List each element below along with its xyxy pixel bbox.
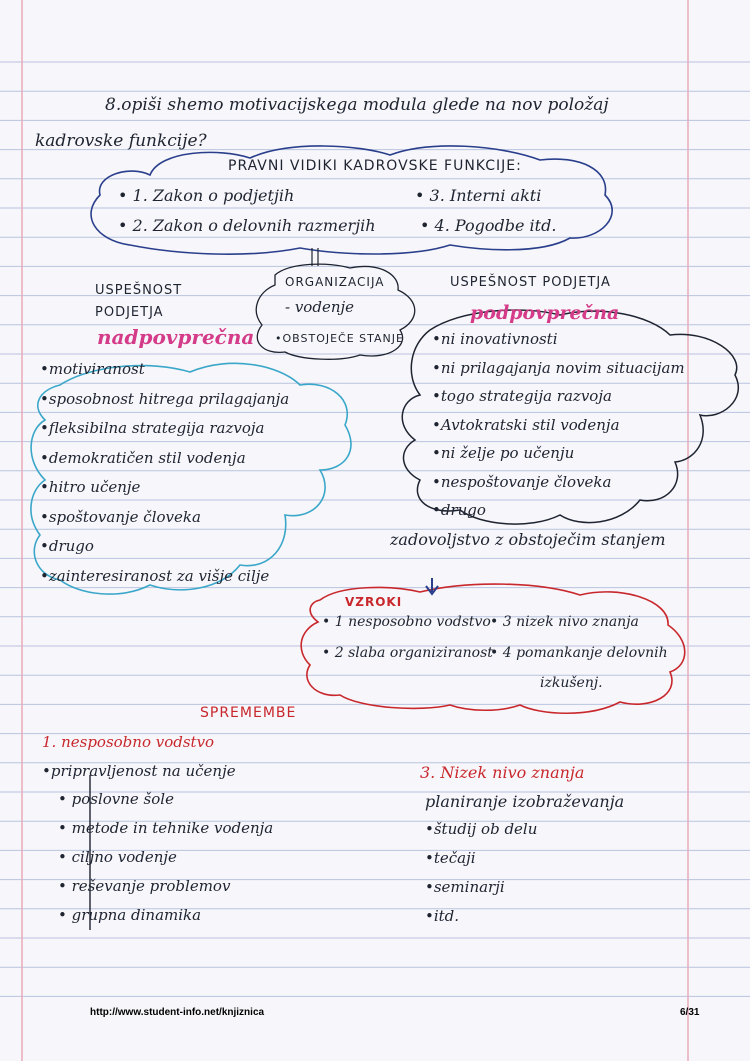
spremembe-right-sub: planiranje izobraževanja xyxy=(425,792,625,811)
spremembe-right-item: •seminarji xyxy=(425,878,505,896)
right-list-item: •Avtokratski stil vodenja xyxy=(432,415,620,434)
left-list-item: •sposobnost hitrega prilagajanja xyxy=(40,389,290,408)
organizacija-line-1: - vodenje xyxy=(285,298,355,316)
left-list-item: •motiviranost xyxy=(40,360,145,378)
left-head-2: PODJETJA xyxy=(95,305,164,320)
vzroki-item-2: • 2 slaba organiziranost xyxy=(322,645,493,661)
organizacija-title: ORGANIZACIJA xyxy=(285,275,385,289)
right-list-item: •ni inovativnosti xyxy=(432,330,558,348)
spremembe-title: SPREMEMBE xyxy=(200,705,297,721)
question-line-2: kadrovske funkcije? xyxy=(35,131,207,151)
spremembe-left-item: • ciljno vodenje xyxy=(58,848,177,866)
pravni-item-1: • 1. Zakon o podjetjih xyxy=(118,186,295,205)
right-list-item: •drugo xyxy=(432,501,486,519)
spremembe-left-item: • reševanje problemov xyxy=(58,877,231,895)
pravni-item-2: • 2. Zakon o delovnih razmerjih xyxy=(118,216,376,235)
left-head-1: USPEŠNOST xyxy=(95,283,183,298)
spremembe-left-item: • poslovne šole xyxy=(58,790,174,808)
vzroki-item-4b: izkušenj. xyxy=(540,675,603,691)
left-list-item: •drugo xyxy=(40,537,94,555)
organizacija-line-2: •OBSTOJEČE STANJE xyxy=(275,332,404,345)
vzroki-title: VZROKI xyxy=(345,595,403,609)
pravni-item-3: • 3. Interni akti xyxy=(415,186,542,205)
right-head-1: USPEŠNOST PODJETJA xyxy=(450,275,611,290)
spremembe-right-item: •študij ob delu xyxy=(425,820,538,838)
right-head-2: podpovprečna xyxy=(470,302,620,324)
right-list-item: •ni želje po učenju xyxy=(432,444,575,462)
down-arrow xyxy=(426,578,438,594)
spremembe-right-head: 3. Nizek nivo znanja xyxy=(420,763,585,782)
right-list-item: •togo strategija razvoja xyxy=(432,387,612,405)
spremembe-left-item: • grupna dinamika xyxy=(58,906,202,924)
left-list-item: •zainteresiranost za višje cilje xyxy=(40,566,270,585)
footer-page-number: 6/31 xyxy=(680,1007,700,1018)
left-list-item: •fleksibilna strategija razvoja xyxy=(40,419,265,437)
vzroki-item-1: • 1 nesposobno vodstvo xyxy=(322,614,491,630)
vzroki-item-3: • 3 nizek nivo znanja xyxy=(490,614,639,630)
right-conclusion: zadovoljstvo z obstoječim stanjem xyxy=(390,530,666,549)
spremembe-right-item: •itd. xyxy=(425,907,460,925)
footer-url[interactable]: http://www.student-info.net/knjiznica xyxy=(90,1007,265,1018)
right-list-item: •ni prilagajanja novim situacijam xyxy=(432,358,685,377)
right-list-item: •nespoštovanje človeka xyxy=(432,472,612,491)
left-list-item: •spoštovanje človeka xyxy=(40,507,201,526)
spremembe-right-item: •tečaji xyxy=(425,849,476,867)
vzroki-item-4: • 4 pomankanje delovnih xyxy=(490,645,668,661)
spremembe-left-sub: •pripravljenost na učenje xyxy=(42,762,236,780)
left-list-item: •hitro učenje xyxy=(40,478,141,496)
question-line-1: 8.opiši shemo motivacijskega modula glede na nov položaj xyxy=(105,95,609,115)
pravni-title: PRAVNI VIDIKI KADROVSKE FUNKCIJE: xyxy=(228,158,522,174)
left-head-3: nadpovprečna xyxy=(97,325,255,349)
spremembe-left-head: 1. nesposobno vodstvo xyxy=(42,733,215,751)
left-list-item: •demokratičen stil vodenja xyxy=(40,448,246,467)
pravni-item-4: • 4. Pogodbe itd. xyxy=(420,216,557,235)
spremembe-left-item: • metode in tehnike vodenja xyxy=(58,819,274,837)
